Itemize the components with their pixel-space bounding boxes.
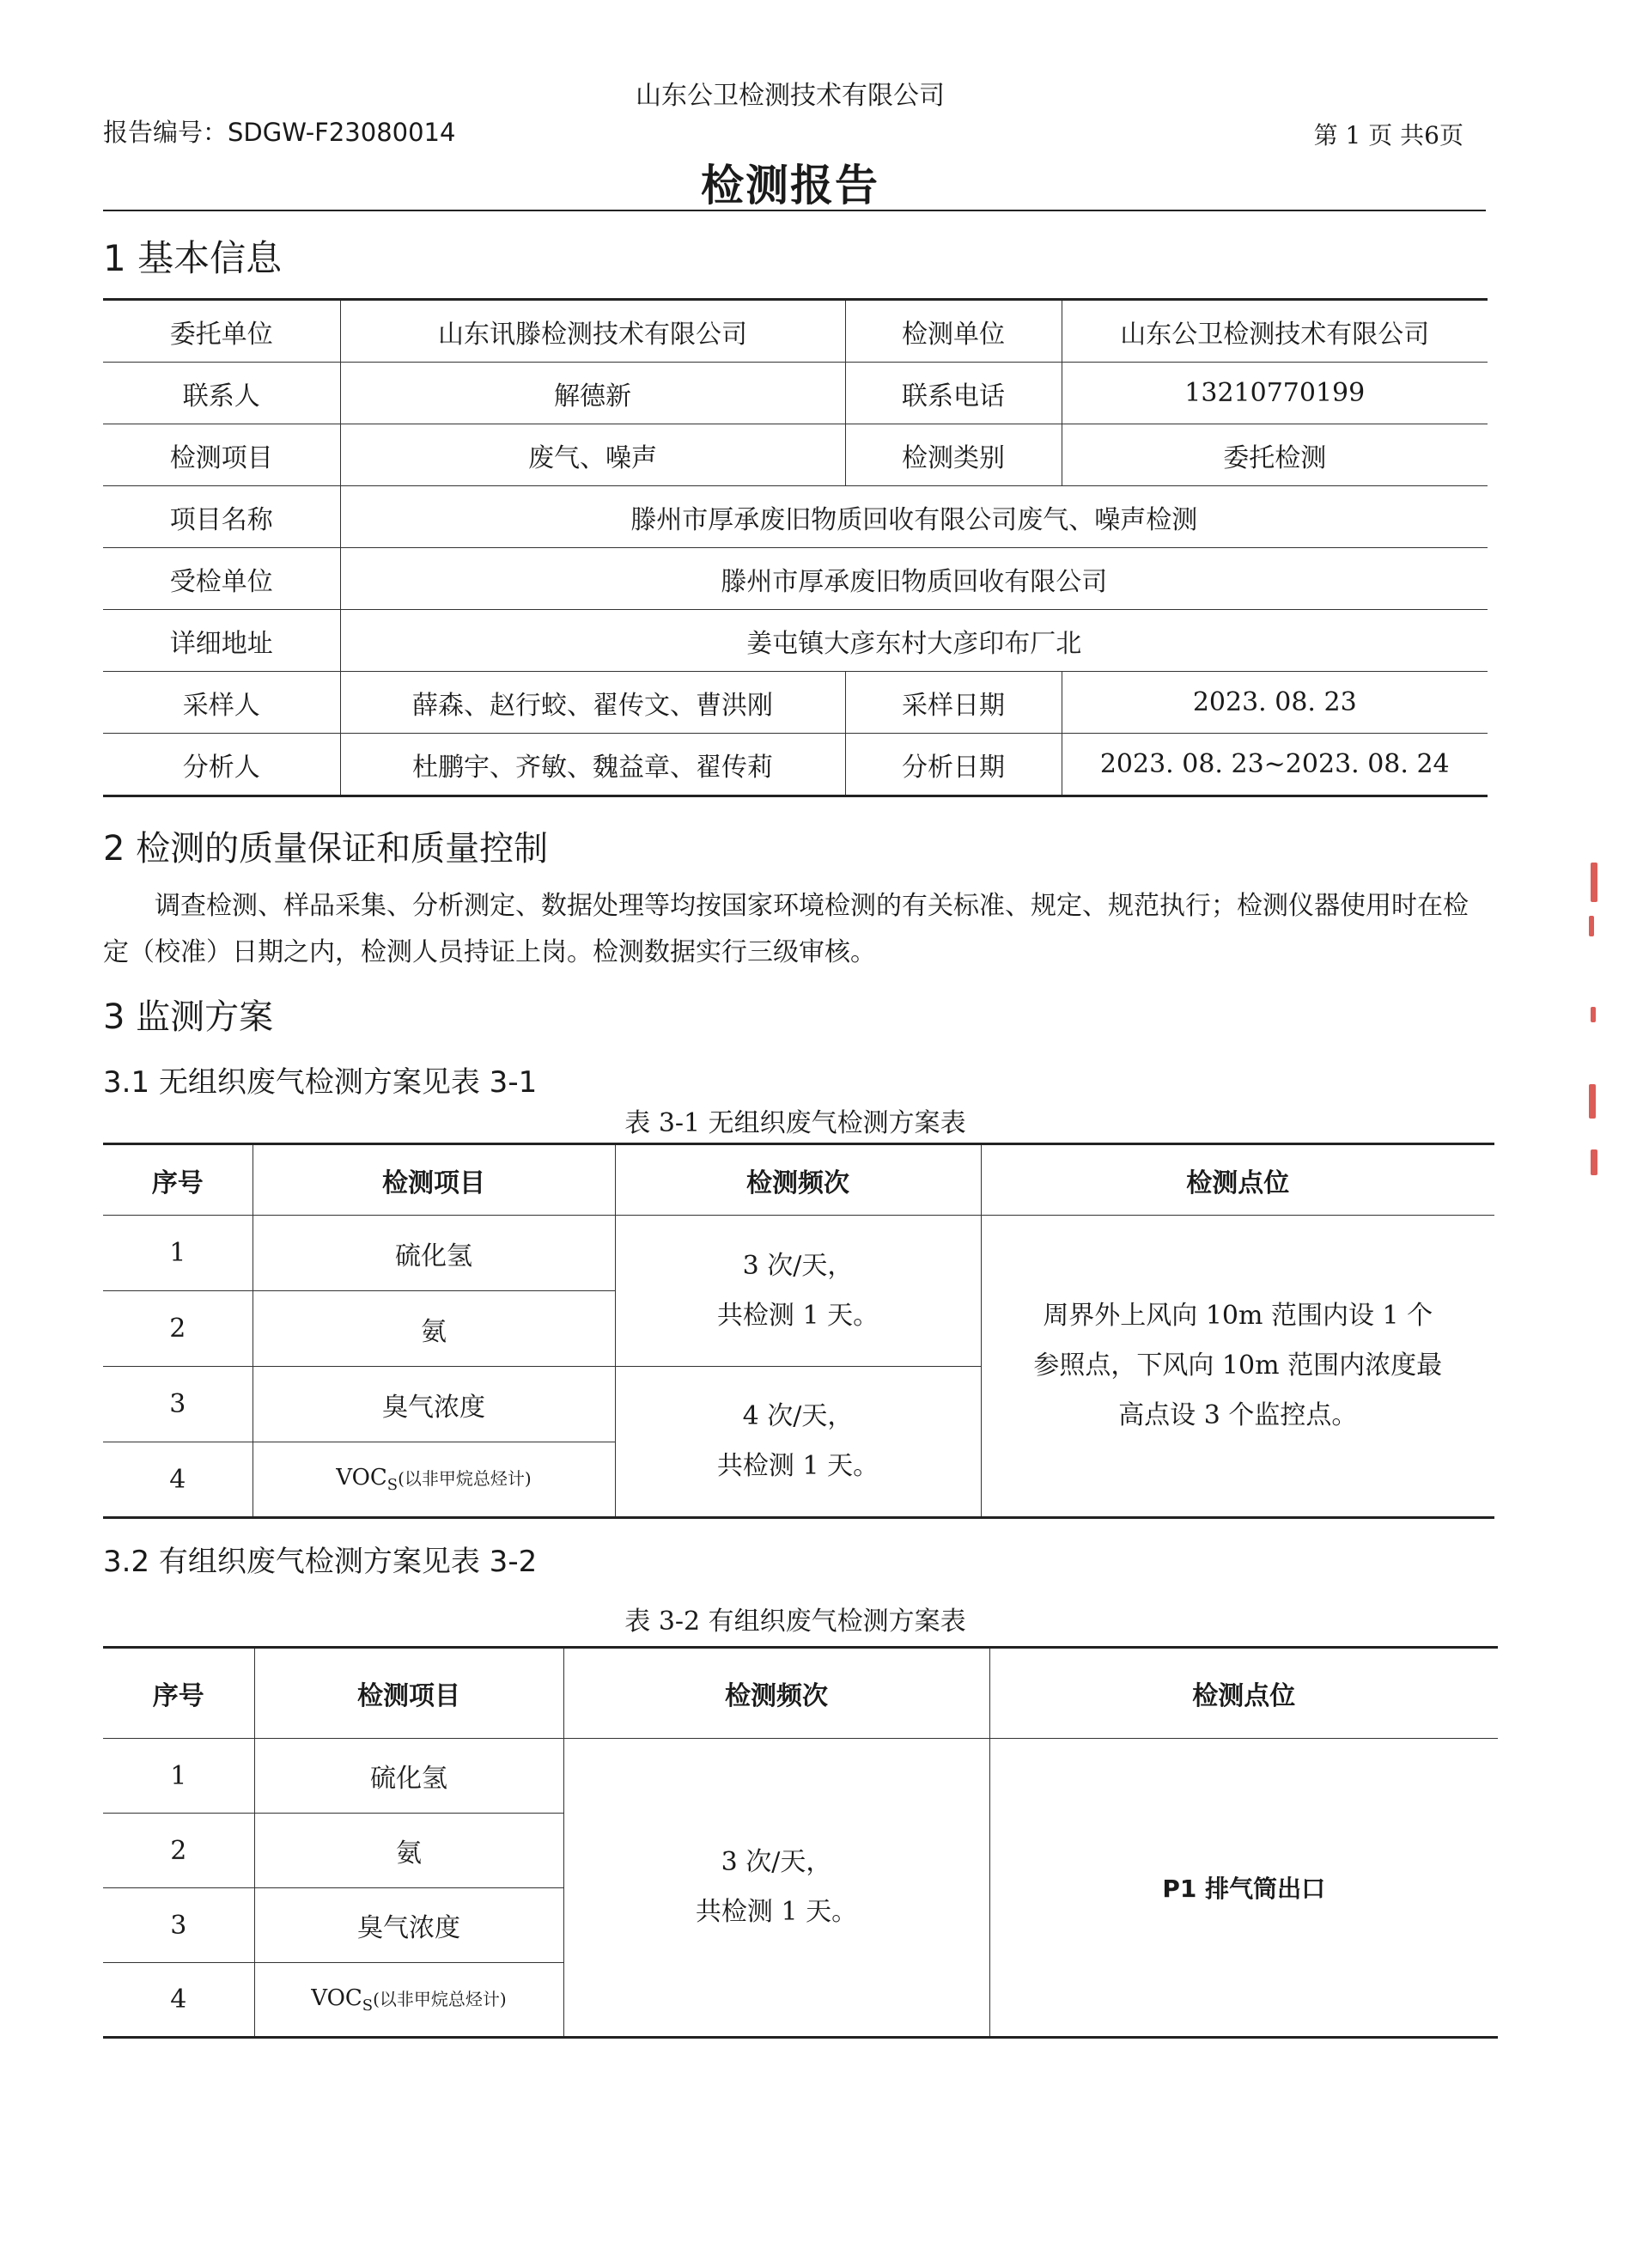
table-row — [103, 486, 1488, 548]
seam-stamp-fragment — [1589, 916, 1594, 936]
info-value: 13210770199 — [1062, 363, 1488, 424]
info-value: 委托检测 — [1062, 424, 1488, 486]
row-number: 2 — [103, 1814, 254, 1888]
table-row — [103, 610, 1488, 672]
seam-stamp-fragment — [1591, 1007, 1596, 1022]
section-3-heading: 3 监测方案 — [103, 997, 274, 1037]
voc-text: VOC — [336, 1465, 387, 1491]
row-number: 3 — [103, 1367, 253, 1442]
column-header: 检测频次 — [615, 1144, 981, 1216]
info-value: 薛森、赵行蛟、翟传文、曹洪刚 — [340, 672, 845, 734]
info-value: 解德新 — [340, 363, 845, 424]
info-value: 山东讯滕检测技术有限公司 — [340, 300, 845, 363]
quality-paragraph: 调查检测、样品采集、分析测定、数据处理等均按国家环境检测的有关标准、规定、规范执行；检测仪器使用时在检定（校准）日期之内，检测人员持证上岗。检测数据实行三级审核。 — [103, 891, 1469, 967]
table-row — [103, 300, 1488, 363]
row-number: 3 — [103, 1888, 254, 1963]
point-line: 高点设 3 个监控点。 — [1118, 1400, 1358, 1430]
info-label: 联系人 — [103, 363, 340, 424]
row-number: 1 — [103, 1216, 253, 1291]
section-2-heading: 2 检测的质量保证和质量控制 — [103, 829, 549, 869]
company-name: 山东公卫检测技术有限公司 — [636, 81, 945, 111]
point-line: 参照点，下风向 10m 范围内浓度最 — [1033, 1350, 1443, 1381]
table-row — [103, 548, 1488, 610]
table-row — [103, 424, 1488, 486]
column-header: 序号 — [103, 1144, 253, 1216]
seam-stamp-fragment — [1591, 863, 1597, 902]
title-divider — [103, 210, 1486, 211]
info-label: 联系电话 — [845, 363, 1062, 424]
info-value: 废气、噪声 — [340, 424, 845, 486]
test-item: 臭气浓度 — [254, 1888, 563, 1963]
voc-note: (以非甲烷总烃计) — [373, 1988, 507, 2009]
basic-info-table — [103, 298, 1488, 797]
row-number: 1 — [103, 1739, 254, 1814]
column-header: 检测点位 — [989, 1648, 1498, 1739]
test-item: 氨 — [253, 1291, 615, 1367]
test-frequency — [615, 1367, 981, 1518]
info-label: 受检单位 — [103, 548, 340, 610]
test-item: 硫化氢 — [253, 1216, 615, 1291]
table-3-2 — [103, 1646, 1498, 2039]
test-item — [254, 1963, 563, 2038]
table-header-row — [103, 1648, 1498, 1739]
voc-text: VOC — [311, 1984, 362, 2011]
info-value: 滕州市厚承废旧物质回收有限公司 — [340, 548, 1488, 610]
column-header: 检测项目 — [253, 1144, 615, 1216]
section-1-heading: 1 基本信息 — [103, 237, 283, 279]
frequency-line: 共检测 1 天。 — [695, 1897, 858, 1927]
test-point: P1 排气筒出口 — [989, 1739, 1498, 2038]
info-value: 杜鹏宇、齐敏、魏益章、翟传莉 — [340, 734, 845, 796]
info-label: 分析日期 — [845, 734, 1062, 796]
info-label: 采样人 — [103, 672, 340, 734]
info-label: 分析人 — [103, 734, 340, 796]
test-item: 硫化氢 — [254, 1739, 563, 1814]
voc-note: (以非甲烷总烃计) — [398, 1468, 532, 1489]
info-value: 姜屯镇大彦东村大彦印布厂北 — [340, 610, 1488, 672]
row-number: 2 — [103, 1291, 253, 1367]
table-3-1-caption: 表 3-1 无组织废气检测方案表 — [624, 1108, 966, 1138]
voc-subscript: S — [386, 1476, 399, 1494]
subsection-3-2-heading: 3.2 有组织废气检测方案见表 3-2 — [103, 1545, 538, 1579]
column-header: 检测项目 — [254, 1648, 563, 1739]
info-label: 检测类别 — [845, 424, 1062, 486]
table-header-row — [103, 1144, 1494, 1216]
column-header: 序号 — [103, 1648, 254, 1739]
test-item — [253, 1442, 615, 1518]
frequency-line: 共检测 1 天。 — [716, 1300, 879, 1331]
info-label: 采样日期 — [845, 672, 1062, 734]
test-frequency — [615, 1216, 981, 1367]
table-3-2-caption: 表 3-2 有组织废气检测方案表 — [624, 1606, 966, 1637]
info-label: 检测单位 — [845, 300, 1062, 363]
report-number: 报告编号：SDGW-F23080014 — [103, 118, 456, 147]
seam-stamp-fragment — [1591, 1149, 1597, 1175]
voc-subscript: S — [362, 1996, 374, 2015]
test-item: 臭气浓度 — [253, 1367, 615, 1442]
report-title: 检测报告 — [701, 161, 879, 210]
point-line: 周界外上风向 10m 范围内设 1 个 — [1043, 1301, 1433, 1331]
info-value: 山东公卫检测技术有限公司 — [1062, 300, 1488, 363]
subsection-3-1-heading: 3.1 无组织废气检测方案见表 3-1 — [103, 1065, 538, 1100]
column-header: 检测点位 — [981, 1144, 1494, 1216]
table-3-1 — [103, 1143, 1494, 1519]
info-label: 检测项目 — [103, 424, 340, 486]
frequency-line: 共检测 1 天。 — [716, 1451, 879, 1481]
column-header: 检测频次 — [563, 1648, 989, 1739]
row-number: 4 — [103, 1442, 253, 1518]
table-row — [103, 672, 1488, 734]
test-frequency — [563, 1739, 989, 2038]
frequency-line: 3 次/天， — [742, 1250, 854, 1281]
frequency-line: 3 次/天， — [721, 1847, 832, 1877]
table-row — [103, 1739, 1498, 1814]
page-number: 第 1 页 共6页 — [1313, 121, 1463, 149]
info-value: 2023. 08. 23~2023. 08. 24 — [1062, 734, 1488, 796]
info-label: 详细地址 — [103, 610, 340, 672]
table-row — [103, 734, 1488, 796]
row-number: 4 — [103, 1963, 254, 2038]
frequency-line: 4 次/天， — [742, 1401, 854, 1431]
info-label: 项目名称 — [103, 486, 340, 548]
table-row — [103, 363, 1488, 424]
info-label: 委托单位 — [103, 300, 340, 363]
info-value: 2023. 08. 23 — [1062, 672, 1488, 734]
test-item: 氨 — [254, 1814, 563, 1888]
seam-stamp-fragment — [1589, 1084, 1596, 1119]
info-value: 滕州市厚承废旧物质回收有限公司废气、噪声检测 — [340, 486, 1488, 548]
table-row — [103, 1216, 1494, 1291]
test-point — [981, 1216, 1494, 1518]
